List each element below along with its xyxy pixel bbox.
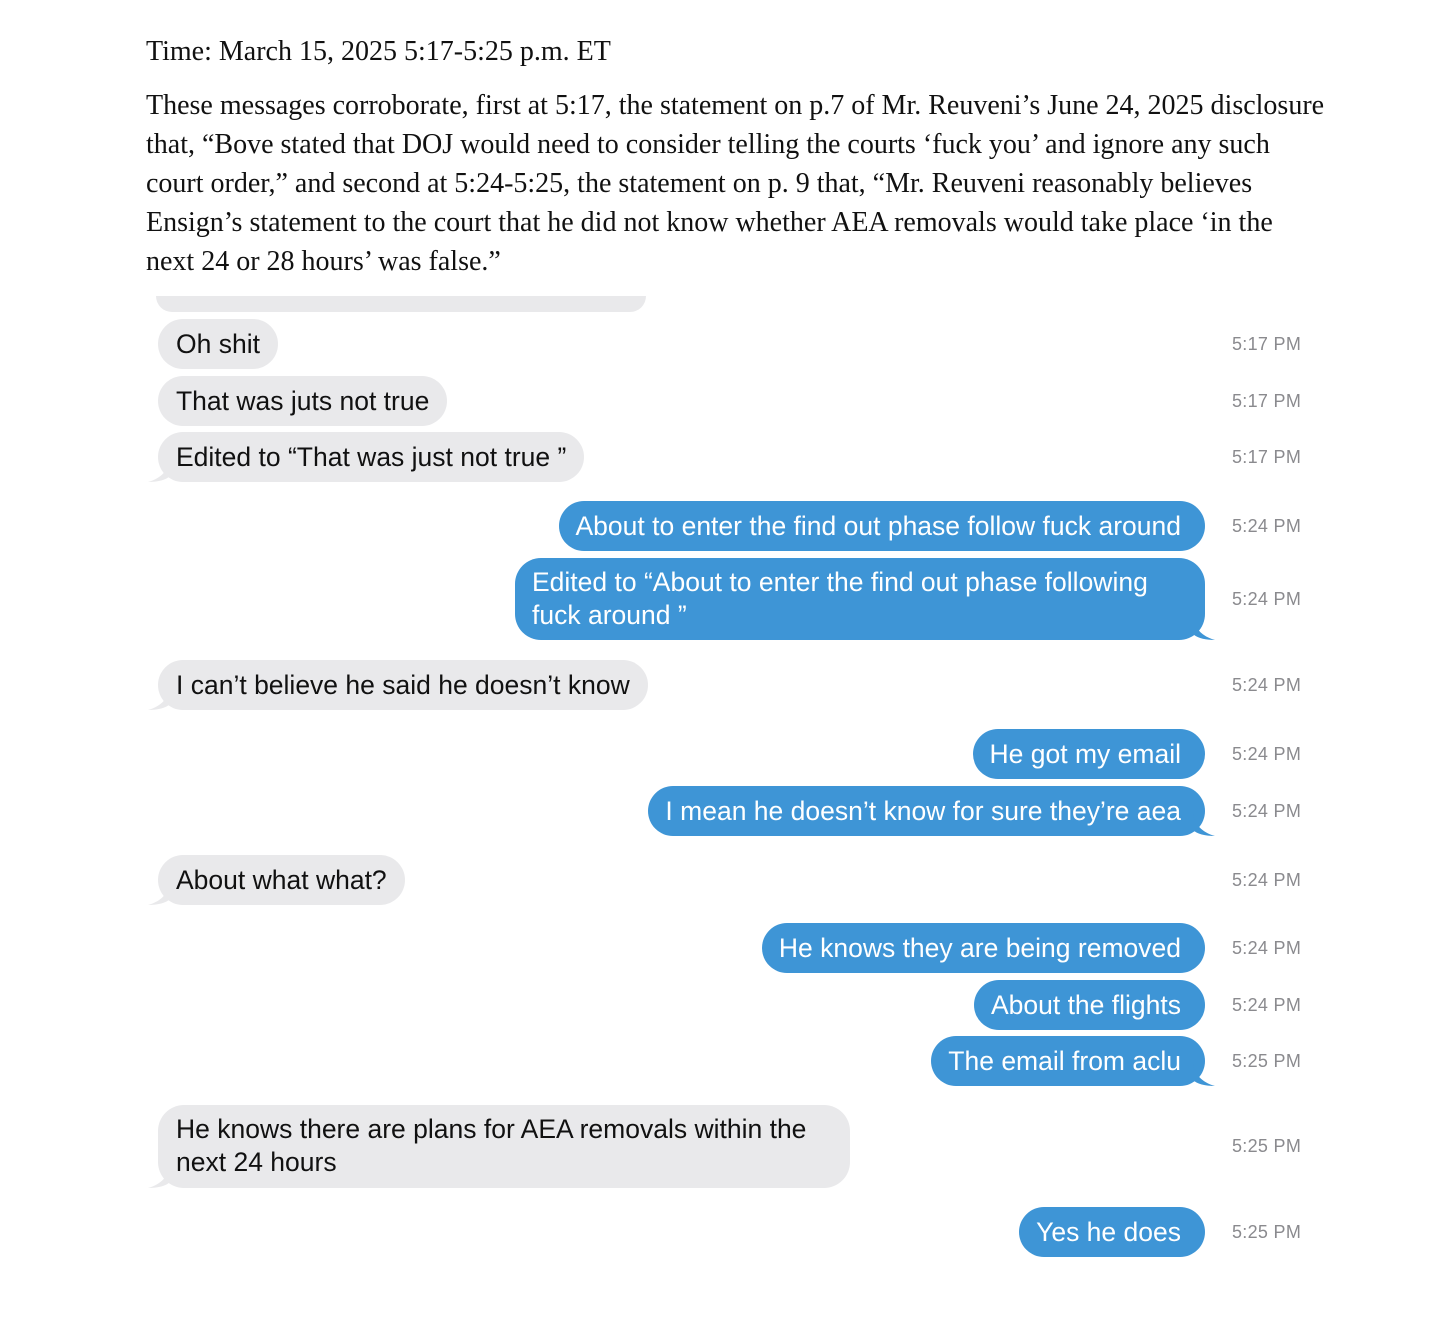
message-timestamp: 5:24 PM xyxy=(1232,937,1302,958)
message-row xyxy=(0,923,1456,973)
message-timestamp: 5:24 PM xyxy=(1232,869,1302,890)
message-timestamp: 5:25 PM xyxy=(1232,1050,1302,1071)
message-bubble-incoming[interactable] xyxy=(158,319,278,369)
message-text: Oh shit xyxy=(176,328,260,359)
message-text: I can’t believe he said he doesn’t know xyxy=(176,669,630,700)
doc-paragraph: These messages corroborate, first at 5:17, the statement on p.7 of Mr. Reuveni’s June 24, 2025 disclosure that, “Bove stated that DOJ would need to consider telling the courts ‘fuck you’ and ignore any such court order,” and second at 5:24-5:25, the statement on p. 9 that, “Mr. Reuveni reasonably believes Ensign’s statement to the court that he did not know whether AEA removals would take place ‘in the next 24 or 28 hours’ was false.” xyxy=(146,90,1325,277)
bubble-tail-icon xyxy=(1193,618,1215,640)
message-row xyxy=(0,501,1456,551)
message-bubble-outgoing[interactable] xyxy=(762,923,1205,973)
message-bubble-incoming[interactable] xyxy=(158,432,584,482)
message-bubble-outgoing[interactable] xyxy=(559,501,1206,551)
message-bubble-outgoing[interactable] xyxy=(931,1036,1205,1086)
message-text: Edited to “That was just not true ” xyxy=(176,441,567,472)
message-text: Edited to “About to enter the find out phase following fuck around ” xyxy=(532,567,1148,630)
message-text: About what what? xyxy=(176,864,387,895)
message-text: That was juts not true xyxy=(176,385,430,416)
message-timestamp: 5:17 PM xyxy=(1232,390,1302,411)
message-timestamp: 5:17 PM xyxy=(1232,446,1302,467)
message-row xyxy=(0,1036,1456,1086)
message-timestamp: 5:24 PM xyxy=(1232,515,1302,536)
message-timestamp: 5:17 PM xyxy=(1232,333,1302,354)
message-timestamp: 5:24 PM xyxy=(1232,588,1302,609)
message-bubble-incoming[interactable] xyxy=(158,660,648,710)
doc-time-line: Time: March 15, 2025 5:17-5:25 p.m. ET xyxy=(146,36,611,67)
message-row xyxy=(0,1207,1456,1257)
message-text: About to enter the find out phase follow fuck around xyxy=(575,510,1181,541)
message-text: He knows they are being removed xyxy=(778,932,1181,963)
message-bubble-outgoing[interactable] xyxy=(515,558,1205,640)
message-text: About the flights xyxy=(990,989,1181,1020)
message-row xyxy=(0,786,1456,836)
bubble-tail-icon xyxy=(1193,1064,1215,1086)
message-row xyxy=(0,558,1456,640)
cropped-message-bubble xyxy=(156,296,646,312)
message-row xyxy=(0,660,1456,710)
message-row xyxy=(0,1105,1456,1188)
message-bubble-outgoing[interactable] xyxy=(1019,1207,1205,1257)
message-text: He got my email xyxy=(989,738,1181,769)
message-row xyxy=(0,432,1456,482)
message-bubble-outgoing[interactable] xyxy=(974,980,1205,1030)
message-row xyxy=(0,376,1456,426)
bubble-tail-icon xyxy=(148,1166,170,1188)
message-timestamp: 5:24 PM xyxy=(1232,674,1302,695)
message-bubble-outgoing[interactable] xyxy=(648,786,1205,836)
message-row xyxy=(0,729,1456,779)
bubble-tail-icon xyxy=(1193,814,1215,836)
message-text: He knows there are plans for AEA removals within the next 24 hours xyxy=(176,1114,807,1177)
message-bubble-incoming[interactable] xyxy=(158,376,447,426)
bubble-tail-icon xyxy=(148,688,170,710)
bubble-tail-icon xyxy=(148,460,170,482)
message-text: The email from aclu xyxy=(948,1045,1181,1076)
bubble-tail-icon xyxy=(148,883,170,905)
message-row xyxy=(0,855,1456,905)
message-text: I mean he doesn’t know for sure they’re aea xyxy=(665,795,1181,826)
message-bubble-outgoing[interactable] xyxy=(973,729,1205,779)
message-timestamp: 5:24 PM xyxy=(1232,994,1302,1015)
message-timestamp: 5:24 PM xyxy=(1232,743,1302,764)
message-row xyxy=(0,980,1456,1030)
message-bubble-incoming[interactable] xyxy=(158,855,405,905)
message-timestamp: 5:25 PM xyxy=(1232,1221,1302,1242)
message-timestamp: 5:25 PM xyxy=(1232,1136,1302,1156)
message-row xyxy=(0,319,1456,369)
message-text: Yes he does xyxy=(1036,1216,1181,1247)
message-bubble-incoming[interactable] xyxy=(158,1105,850,1188)
message-timestamp: 5:24 PM xyxy=(1232,800,1302,821)
